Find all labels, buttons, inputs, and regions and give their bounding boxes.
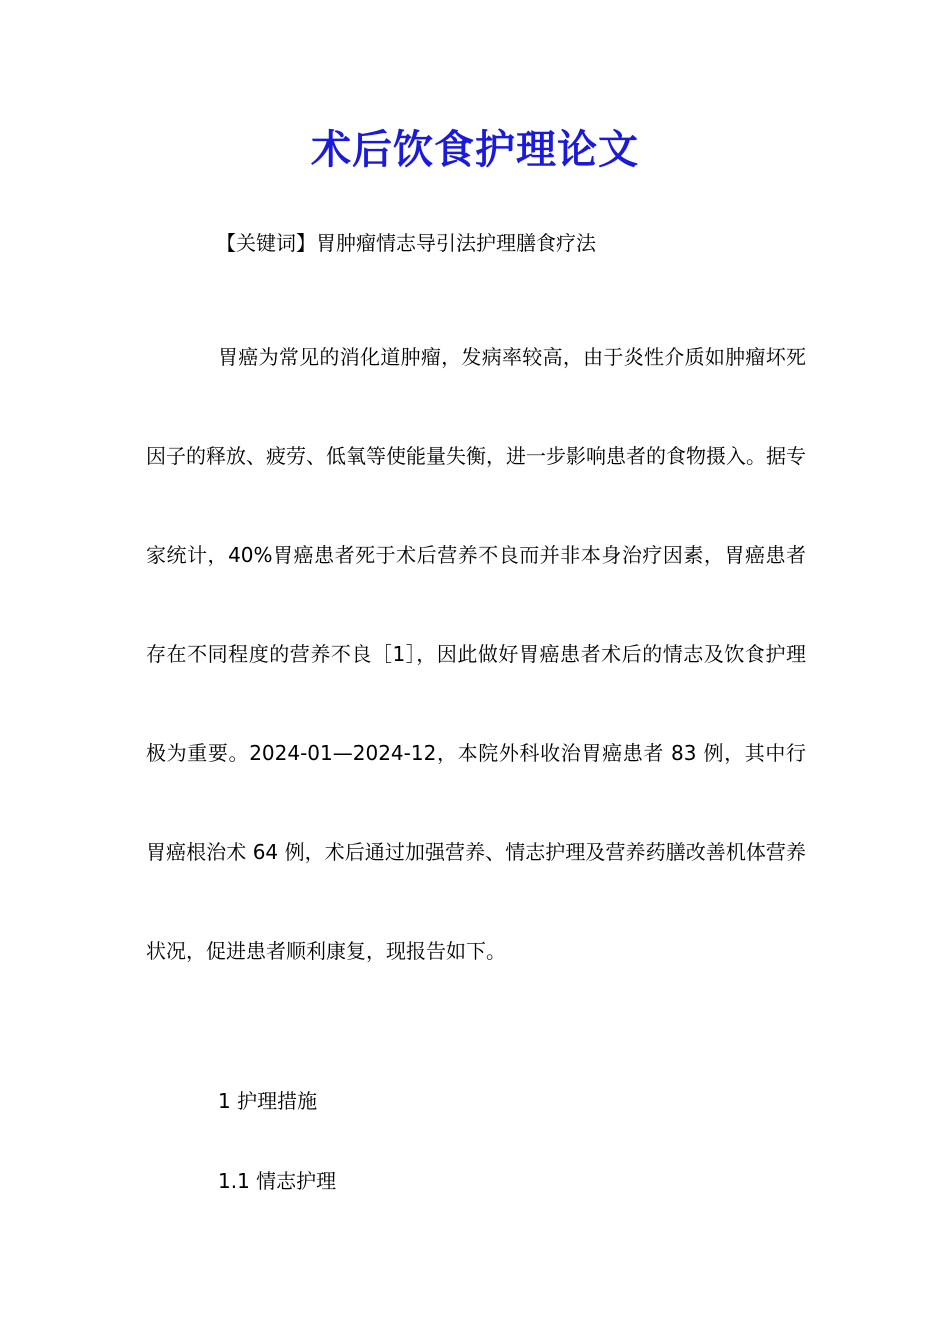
keywords-line: 【关键词】胃肿瘤情志导引法护理膳食疗法	[216, 231, 596, 255]
subsection-heading: 1.1 情志护理	[218, 1169, 337, 1193]
body-paragraph: 胃癌为常见的消化道肿瘤，发病率较高，由于炎性介质如肿瘤坏死因子的释放、疲劳、低氧等使能量失衡，进一步影响患者的食物摄入。据专家统计，40%胃癌患者死于术后营养不良而并非本身治疗因素，胃癌患者存在不同程度的营养不良［1］，因此做好胃癌患者术后的情志及饮食护理极为重要。2024-01—2024-12，本院外科收治胃癌患者 83 例，其中行胃癌根治术 64 例，术后通过加强营养、情志护理及营养药膳改善机体营养状况，促进患者顺利康复，现报告如下。	[146, 345, 806, 963]
document-title: 术后饮食护理论文	[311, 126, 639, 173]
section-heading: 1 护理措施	[218, 1089, 318, 1113]
